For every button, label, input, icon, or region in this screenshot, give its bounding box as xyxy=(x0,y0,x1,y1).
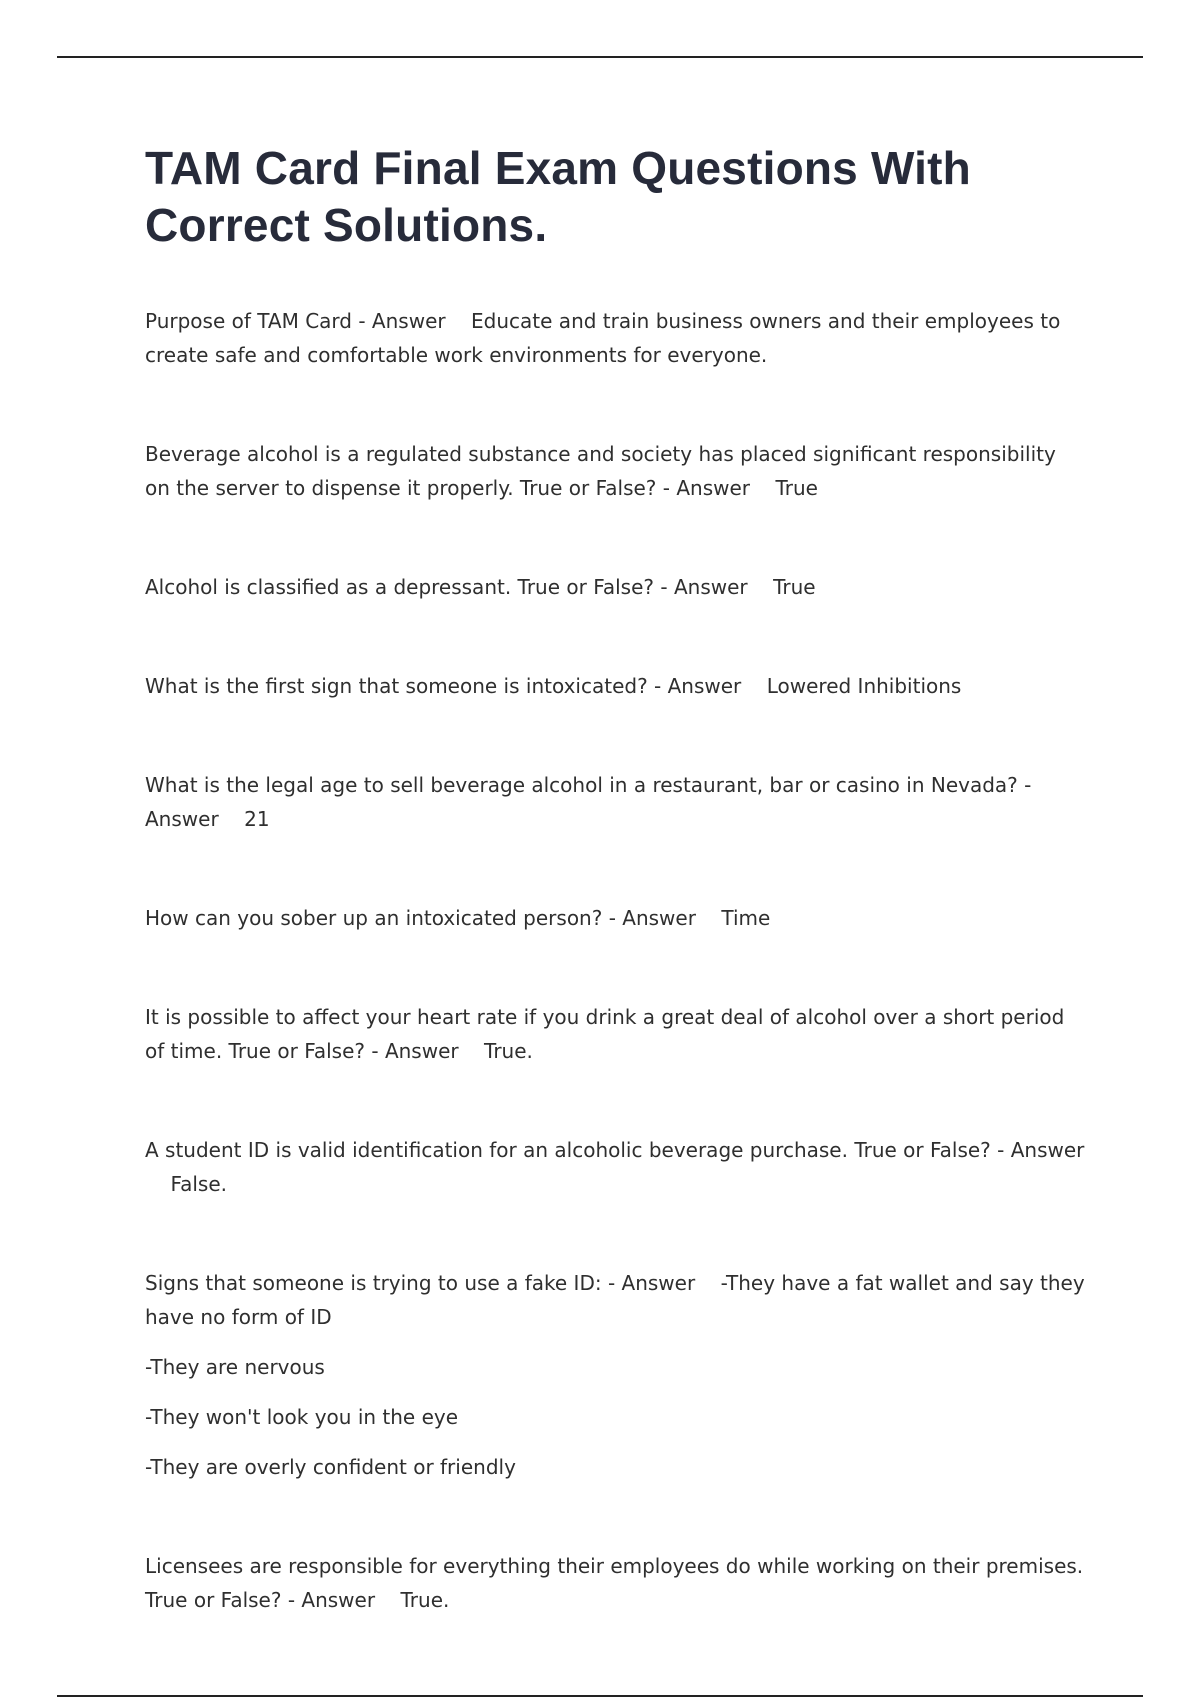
qa-item-licensees xyxy=(145,1549,1085,1617)
question-text: A student ID is valid identification for an alcoholic beverage purchase. True or False? - Answer xyxy=(145,1138,1085,1162)
question-text: Signs that someone is trying to use a fake ID: - Answer xyxy=(145,1271,696,1295)
answer-list-item: -They are nervous xyxy=(145,1355,325,1379)
answer-text: True xyxy=(775,476,818,500)
question-text: Purpose of TAM Card - Answer xyxy=(145,309,446,333)
answer-text: True xyxy=(773,575,816,599)
qa-item-fake-id xyxy=(145,1266,1085,1484)
question-text: It is possible to affect your heart rate if you drink a great deal of alcohol over a short period of time. True or False? - Answer xyxy=(145,1005,1065,1063)
answer-text: Time xyxy=(721,906,771,930)
answer-list-item: -They won't look you in the eye xyxy=(145,1405,459,1429)
answer-text: Educate and train business owners and their employees to create safe and comfortable work environments for everyone. xyxy=(145,309,1061,367)
qa-item-purpose xyxy=(145,304,1085,372)
qa-list xyxy=(145,304,1085,1617)
question-text: Beverage alcohol is a regulated substance and society has placed significant responsibility on the server to dispense it properly. True or False? - Answer xyxy=(145,442,1056,500)
bottom-divider xyxy=(57,1695,1143,1697)
qa-item-first-sign xyxy=(145,669,1085,703)
top-divider xyxy=(57,56,1143,58)
answer-text: True. xyxy=(400,1588,450,1612)
answer-text: 21 xyxy=(244,807,270,831)
question-text: Alcohol is classified as a depressant. True or False? - Answer xyxy=(145,575,748,599)
question-text: What is the legal age to sell beverage alcohol in a restaurant, bar or casino in Nevada? - Answer xyxy=(145,773,1032,831)
answer-text: -They have a fat wallet and say they have no form of ID xyxy=(145,1271,1085,1329)
answer-text: True. xyxy=(484,1039,533,1063)
document-title: TAM Card Final Exam Questions With Correct Solutions. xyxy=(145,142,971,251)
document-body xyxy=(145,140,1085,1682)
question-text: How can you sober up an intoxicated person? - Answer xyxy=(145,906,696,930)
qa-item-depressant xyxy=(145,570,1085,604)
question-text: Licensees are responsible for everything their employees do while working on their premises. True or False? - Answer xyxy=(145,1554,1084,1612)
qa-item-regulated-substance xyxy=(145,437,1085,505)
qa-item-legal-age xyxy=(145,768,1085,836)
qa-item-sober-up xyxy=(145,901,1085,935)
qa-item-student-id xyxy=(145,1133,1085,1201)
answer-text: False. xyxy=(170,1172,227,1196)
question-text: What is the first sign that someone is intoxicated? - Answer xyxy=(145,674,742,698)
qa-item-heart-rate xyxy=(145,1000,1085,1068)
answer-list xyxy=(145,1350,1085,1484)
answer-text: Lowered Inhibitions xyxy=(766,674,962,698)
answer-list-item: -They are overly confident or friendly xyxy=(145,1455,516,1479)
